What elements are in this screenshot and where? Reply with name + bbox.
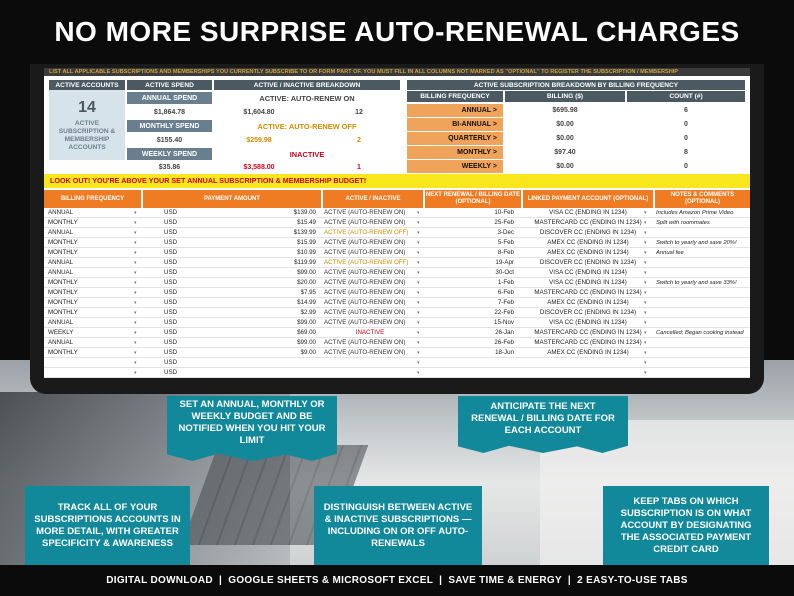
status-dropdown-icon[interactable]: ▾: [417, 230, 420, 236]
frequency-dropdown-icon[interactable]: ▾: [134, 220, 137, 226]
active-count: 14: [78, 98, 96, 116]
callout-renewal-tail: [458, 441, 628, 453]
frequency-breakdown-header: ACTIVE SUBSCRIPTION BREAKDOWN BY BILLING FREQUENCY: [407, 80, 745, 90]
callout-tabs: KEEP TABS ON WHICH SUBSCRIPTION IS ON WHAT ACCOUNT BY DESIGNATING THE ASSOCIATED PAYMENT CREDIT CARD: [603, 486, 769, 565]
frequency-dropdown-icon[interactable]: ▾: [134, 210, 137, 216]
table-row[interactable]: [44, 298, 750, 308]
cell-currency[interactable]: USD: [164, 259, 178, 266]
cell-frequency[interactable]: MONTHLY: [48, 249, 78, 256]
cell-renewal-date[interactable]: 1-Feb: [497, 279, 514, 286]
account-dropdown-icon[interactable]: ▾: [644, 280, 647, 286]
cell-renewal-date[interactable]: 3-Dec: [497, 229, 514, 236]
frequency-count: 6: [684, 107, 688, 114]
cell-note[interactable]: Cancelled; Began cooking instead: [656, 330, 744, 336]
cell-amount[interactable]: $99.00: [297, 269, 316, 276]
cell-frequency[interactable]: ANNUAL: [48, 209, 74, 216]
cell-payment-account[interactable]: AMEX CC (ENDING IN 1234): [547, 249, 629, 256]
cell-frequency[interactable]: MONTHLY: [48, 219, 78, 226]
cell-frequency[interactable]: ANNUAL: [48, 259, 74, 266]
col-next-renewal: NEXT RENEWAL / BILLING DATE (OPTIONAL): [425, 190, 521, 208]
billing-frequency-col: BILLING FREQUENCY: [407, 91, 503, 102]
cell-currency[interactable]: USD: [164, 239, 178, 246]
cell-amount[interactable]: $99.00: [297, 319, 316, 326]
cell-frequency[interactable]: ANNUAL: [48, 339, 74, 346]
cell-currency[interactable]: USD: [164, 249, 178, 256]
cell-status[interactable]: ACTIVE (AUTO-RENEW ON): [324, 309, 406, 316]
cell-renewal-date[interactable]: 25-Feb: [494, 219, 514, 226]
breakdown-header: ACTIVE / INACTIVE BREAKDOWN: [214, 80, 400, 90]
status-dropdown-icon[interactable]: ▾: [417, 270, 420, 276]
annual-spend-value: $1,864.78: [153, 108, 186, 116]
cell-currency[interactable]: USD: [164, 269, 178, 276]
cell-renewal-date[interactable]: 6-Feb: [497, 289, 514, 296]
cell-amount[interactable]: $99.00: [297, 339, 316, 346]
account-dropdown-icon[interactable]: ▾: [644, 340, 647, 346]
cell-amount[interactable]: $7.95: [300, 289, 316, 296]
cell-payment-account[interactable]: VISA CC (ENDING IN 1234): [549, 319, 627, 326]
frequency-dropdown-icon[interactable]: ▾: [134, 240, 137, 246]
cell-frequency[interactable]: MONTHLY: [48, 239, 78, 246]
inactive-count: 1: [357, 164, 361, 171]
status-dropdown-icon[interactable]: ▾: [417, 290, 420, 296]
callout-budget: SET AN ANNUAL, MONTHLY OR WEEKLY BUDGET AND BE NOTIFIED WHEN YOU HIT YOUR LIMIT: [167, 396, 337, 450]
cell-currency[interactable]: USD: [164, 229, 178, 236]
table-row[interactable]: [44, 288, 750, 298]
table-row[interactable]: [44, 218, 750, 228]
frequency-count: 8: [684, 149, 688, 156]
cell-amount[interactable]: $69.00: [297, 329, 316, 336]
cell-frequency[interactable]: MONTHLY: [48, 289, 78, 296]
summary-panel: [44, 80, 750, 174]
callout-renewal: ANTICIPATE THE NEXT RENEWAL / BILLING DATE FOR EACH ACCOUNT: [458, 396, 628, 442]
auto-renew-off-count: 2: [357, 136, 361, 144]
cell-amount[interactable]: $119.99: [294, 259, 316, 266]
subscription-table: [44, 208, 750, 378]
auto-renew-off-amount: $259.98: [246, 136, 272, 144]
account-dropdown-icon[interactable]: ▾: [644, 270, 647, 276]
table-row[interactable]: [44, 358, 750, 368]
cell-status[interactable]: ACTIVE (AUTO-RENEW ON): [324, 219, 406, 226]
cell-frequency[interactable]: ANNUAL: [48, 319, 74, 326]
frequency-label: ANNUAL >: [407, 104, 503, 117]
table-row[interactable]: [44, 328, 750, 338]
account-dropdown-icon[interactable]: ▾: [644, 370, 647, 376]
cell-status[interactable]: ACTIVE (AUTO-RENEW ON): [324, 349, 406, 356]
cell-currency[interactable]: USD: [164, 309, 178, 316]
table-row[interactable]: [44, 208, 750, 218]
cell-status[interactable]: ACTIVE (AUTO-RENEW OFF): [324, 259, 409, 266]
cell-frequency[interactable]: WEEKLY: [48, 329, 74, 336]
status-dropdown-icon[interactable]: ▾: [417, 300, 420, 306]
status-dropdown-icon[interactable]: ▾: [417, 240, 420, 246]
frequency-dropdown-icon[interactable]: ▾: [134, 330, 137, 336]
cell-note[interactable]: Annual fee: [656, 250, 684, 256]
callout-distinguish: DISTINGUISH BETWEEN ACTIVE & INACTIVE SUBSCRIPTIONS — INCLUDING ON OR OFF AUTO-RENEWALS: [314, 486, 482, 565]
table-row[interactable]: [44, 348, 750, 358]
table-row[interactable]: [44, 238, 750, 248]
col-active-inactive: ACTIVE / INACTIVE: [323, 190, 423, 208]
cell-renewal-date[interactable]: 15-Nov: [494, 319, 514, 326]
status-dropdown-icon[interactable]: ▾: [417, 320, 420, 326]
instruction-banner: LIST ALL APPLICABLE SUBSCRIPTIONS AND MEMBERSHIPS YOU CURRENTLY SUBSCRIBE TO OR FORM PART OF. YOU MUST FILL IN ALL COLUMNS NOT MARKED AS "OPTIONAL" TO REGISTER THE SUBSCRIPTION / MEMBERSHIP: [44, 68, 750, 76]
count-col: COUNT (#): [627, 91, 745, 102]
cell-payment-account[interactable]: MASTERCARD CC (ENDING IN 1234): [534, 289, 642, 296]
weekly-spend-label: WEEKLY SPEND: [127, 148, 212, 160]
cell-frequency[interactable]: MONTHLY: [48, 349, 78, 356]
cell-currency[interactable]: USD: [164, 219, 178, 226]
cell-status[interactable]: ACTIVE (AUTO-RENEW ON): [324, 319, 406, 326]
cell-currency[interactable]: USD: [164, 349, 178, 356]
col-linked-account: LINKED PAYMENT ACCOUNT (OPTIONAL): [523, 190, 653, 208]
frequency-dropdown-icon[interactable]: ▾: [134, 310, 137, 316]
cell-note[interactable]: Switch to yearly and save 20%!: [656, 240, 737, 246]
table-row[interactable]: [44, 338, 750, 348]
page-title: NO MORE SURPRISE AUTO-RENEWAL CHARGES: [54, 16, 740, 47]
title-bar: [0, 0, 794, 64]
auto-renew-off-label: ACTIVE: AUTO-RENEW OFF: [257, 121, 357, 131]
cell-status[interactable]: ACTIVE (AUTO-RENEW ON): [324, 269, 406, 276]
cell-payment-account[interactable]: AMEX CC (ENDING IN 1234): [547, 349, 629, 356]
table-row[interactable]: [44, 258, 750, 268]
cell-frequency[interactable]: MONTHLY: [48, 279, 78, 286]
cell-note[interactable]: Switch to yearly and save 33%!: [656, 280, 737, 286]
cell-payment-account[interactable]: VISA CC (ENDING IN 1234): [549, 269, 627, 276]
frequency-dropdown-icon[interactable]: ▾: [134, 320, 137, 326]
frequency-label: BI-ANNUAL >: [407, 118, 503, 131]
status-dropdown-icon[interactable]: ▾: [417, 310, 420, 316]
cell-renewal-date[interactable]: 26-Feb: [494, 339, 514, 346]
status-dropdown-icon[interactable]: ▾: [417, 280, 420, 286]
cell-payment-account[interactable]: VISA CC (ENDING IN 1234): [549, 209, 627, 216]
account-dropdown-icon[interactable]: ▾: [644, 300, 647, 306]
col-payment-amount: PAYMENT AMOUNT: [143, 190, 321, 208]
account-dropdown-icon[interactable]: ▾: [644, 230, 647, 236]
frequency-dropdown-icon[interactable]: ▾: [134, 360, 137, 366]
frequency-billing: $0.00: [556, 121, 574, 128]
footer-text: DIGITAL DOWNLOAD | GOOGLE SHEETS & MICROSOFT EXCEL | SAVE TIME & ENERGY | 2 EASY-TO-USE TABS: [106, 575, 688, 586]
cell-status[interactable]: ACTIVE (AUTO-RENEW ON): [324, 339, 406, 346]
status-dropdown-icon[interactable]: ▾: [417, 360, 420, 366]
inactive-label: INACTIVE: [289, 149, 325, 159]
account-dropdown-icon[interactable]: ▾: [644, 310, 647, 316]
monthly-spend-value: $155.40: [156, 136, 183, 144]
cell-status[interactable]: ACTIVE (AUTO-RENEW ON): [324, 299, 406, 306]
cell-payment-account[interactable]: DISCOVER CC (ENDING IN 1234): [539, 259, 637, 266]
frequency-dropdown-icon[interactable]: ▾: [134, 340, 137, 346]
frequency-dropdown-icon[interactable]: ▾: [134, 300, 137, 306]
frequency-billing: $0.00: [556, 163, 574, 170]
monthly-spend-label: MONTHLY SPEND: [127, 120, 212, 132]
col-billing-frequency: BILLING FREQUENCY: [44, 190, 141, 208]
frequency-label: WEEKLY >: [407, 160, 503, 173]
cell-frequency[interactable]: ANNUAL: [48, 269, 74, 276]
cell-status[interactable]: ACTIVE (AUTO-RENEW ON): [324, 289, 406, 296]
cell-renewal-date[interactable]: 5-Feb: [497, 239, 514, 246]
frequency-dropdown-icon[interactable]: ▾: [134, 260, 137, 266]
cell-amount[interactable]: $139.00: [293, 209, 316, 216]
cell-payment-account[interactable]: DISCOVER CC (ENDING IN 1234): [539, 309, 637, 316]
account-dropdown-icon[interactable]: ▾: [644, 320, 647, 326]
active-label: ACTIVE SUBSCRIPTION & MEMBERSHIP ACCOUNTS: [58, 119, 116, 151]
budget-warning: LOOK OUT! YOU'RE ABOVE YOUR SET ANNUAL SUBSCRIPTION & MEMBERSHIP BUDGET!: [44, 174, 750, 188]
active-spend-header: ACTIVE SPEND: [127, 80, 212, 90]
frequency-billing: $97.40: [554, 149, 576, 156]
table-row[interactable]: [44, 368, 750, 378]
account-dropdown-icon[interactable]: ▾: [644, 250, 647, 256]
cell-renewal-date[interactable]: 18-Jun: [495, 349, 514, 356]
frequency-count: 0: [684, 121, 688, 128]
frequency-dropdown-icon[interactable]: ▾: [134, 250, 137, 256]
table-row[interactable]: [44, 318, 750, 328]
status-dropdown-icon[interactable]: ▾: [417, 260, 420, 266]
weekly-spend-value: $35.86: [158, 164, 181, 171]
cell-frequency[interactable]: MONTHLY: [48, 299, 78, 306]
frequency-dropdown-icon[interactable]: ▾: [134, 370, 137, 376]
cell-note[interactable]: Split with roommates: [656, 220, 710, 226]
inactive-amount: $3,588.00: [243, 164, 275, 171]
spreadsheet-screen: [44, 68, 750, 378]
account-dropdown-icon[interactable]: ▾: [644, 260, 647, 266]
frequency-dropdown-icon[interactable]: ▾: [134, 270, 137, 276]
account-dropdown-icon[interactable]: ▾: [644, 350, 647, 356]
cell-status[interactable]: INACTIVE: [355, 329, 385, 336]
cell-note[interactable]: Includes Amazon Prime Video: [656, 210, 734, 216]
frequency-label: MONTHLY >: [407, 146, 503, 159]
cell-currency[interactable]: USD: [164, 339, 178, 346]
callout-track: TRACK ALL OF YOUR SUBSCRIPTIONS ACCOUNTS IN MORE DETAIL, WITH GREATER SPECIFICITY & AWARENESS: [25, 486, 190, 565]
frequency-dropdown-icon[interactable]: ▾: [134, 280, 137, 286]
cell-amount[interactable]: $10.99: [297, 249, 316, 256]
status-dropdown-icon[interactable]: ▾: [417, 340, 420, 346]
cell-amount[interactable]: $15.99: [297, 239, 316, 246]
cell-payment-account[interactable]: VISA CC (ENDING IN 1234): [549, 279, 627, 286]
cell-payment-account[interactable]: MASTERCARD CC (ENDING IN 1234): [534, 219, 642, 226]
cell-renewal-date[interactable]: 26-Jan: [495, 329, 514, 336]
account-dropdown-icon[interactable]: ▾: [644, 240, 647, 246]
table-row[interactable]: [44, 278, 750, 288]
cell-status[interactable]: ACTIVE (AUTO-RENEW ON): [324, 249, 406, 256]
frequency-dropdown-icon[interactable]: ▾: [134, 230, 137, 236]
status-dropdown-icon[interactable]: ▾: [417, 210, 420, 216]
table-row[interactable]: [44, 248, 750, 258]
tablet-frame: [30, 64, 764, 394]
account-dropdown-icon[interactable]: ▾: [644, 210, 647, 216]
frequency-count: 0: [684, 135, 688, 142]
cell-renewal-date[interactable]: 7-Feb: [497, 299, 514, 306]
cell-renewal-date[interactable]: 8-Feb: [497, 249, 514, 256]
table-row[interactable]: [44, 308, 750, 318]
frequency-label: QUARTERLY >: [407, 132, 503, 145]
table-row[interactable]: [44, 228, 750, 238]
status-dropdown-icon[interactable]: ▾: [417, 370, 420, 376]
cell-currency[interactable]: USD: [164, 329, 178, 336]
auto-renew-on-count: 12: [355, 108, 363, 116]
account-dropdown-icon[interactable]: ▾: [644, 220, 647, 226]
cell-currency[interactable]: USD: [164, 289, 178, 296]
cell-payment-account[interactable]: MASTERCARD CC (ENDING IN 1234): [534, 329, 642, 336]
status-dropdown-icon[interactable]: ▾: [417, 330, 420, 336]
cell-payment-account[interactable]: MASTERCARD CC (ENDING IN 1234): [534, 339, 642, 346]
status-dropdown-icon[interactable]: ▾: [417, 220, 420, 226]
cell-amount[interactable]: $2.99: [300, 309, 316, 316]
status-dropdown-icon[interactable]: ▾: [417, 250, 420, 256]
cell-amount[interactable]: $20.00: [297, 279, 316, 286]
account-dropdown-icon[interactable]: ▾: [644, 330, 647, 336]
auto-renew-on-amount: $1,604.80: [243, 108, 275, 116]
auto-renew-on-label: ACTIVE: AUTO-RENEW ON: [259, 93, 355, 103]
cell-frequency[interactable]: MONTHLY: [48, 309, 78, 316]
frequency-count: 0: [684, 163, 688, 170]
status-dropdown-icon[interactable]: ▾: [417, 350, 420, 356]
cell-currency[interactable]: USD: [164, 279, 178, 286]
cell-amount[interactable]: $9.00: [300, 349, 316, 356]
cell-amount[interactable]: $15.49: [297, 219, 316, 226]
cell-amount[interactable]: $139.99: [293, 229, 316, 236]
frequency-dropdown-icon[interactable]: ▾: [134, 350, 137, 356]
cell-payment-account[interactable]: DISCOVER CC (ENDING IN 1234): [539, 229, 637, 236]
frequency-billing: $695.98: [552, 107, 578, 114]
cell-status[interactable]: ACTIVE (AUTO-RENEW ON): [324, 209, 406, 216]
frequency-billing: $0.00: [556, 135, 574, 142]
annual-spend-label: ANNUAL SPEND: [127, 92, 212, 104]
cell-currency[interactable]: USD: [164, 319, 178, 326]
cell-renewal-date[interactable]: 30-Oct: [495, 269, 514, 276]
cell-renewal-date[interactable]: 19-Apr: [495, 259, 514, 266]
cell-renewal-date[interactable]: 22-Feb: [494, 309, 514, 316]
cell-renewal-date[interactable]: 10-Feb: [494, 209, 514, 216]
account-dropdown-icon[interactable]: ▾: [644, 290, 647, 296]
callout-budget-tail: [167, 449, 337, 461]
table-row[interactable]: [44, 268, 750, 278]
cell-payment-account[interactable]: AMEX CC (ENDING IN 1234): [547, 299, 629, 306]
billing-amount-col: BILLING ($): [505, 91, 625, 102]
cell-currency[interactable]: USD: [164, 299, 178, 306]
cell-frequency[interactable]: ANNUAL: [48, 229, 74, 236]
cell-payment-account[interactable]: AMEX CC (ENDING IN 1234): [547, 239, 629, 246]
footer-bar: [0, 565, 794, 596]
cell-status[interactable]: ACTIVE (AUTO-RENEW ON): [324, 239, 406, 246]
frequency-dropdown-icon[interactable]: ▾: [134, 290, 137, 296]
cell-status[interactable]: ACTIVE (AUTO-RENEW ON): [324, 279, 406, 286]
cell-currency[interactable]: USD: [164, 359, 178, 366]
cell-status[interactable]: ACTIVE (AUTO-RENEW OFF): [324, 229, 409, 236]
col-notes: NOTES & COMMENTS (OPTIONAL): [655, 190, 750, 208]
cell-amount[interactable]: $14.99: [297, 299, 316, 306]
account-dropdown-icon[interactable]: ▾: [644, 360, 647, 366]
active-accounts-header: ACTIVE ACCOUNTS: [49, 80, 125, 90]
cell-currency[interactable]: USD: [164, 369, 178, 376]
cell-currency[interactable]: USD: [164, 209, 178, 216]
